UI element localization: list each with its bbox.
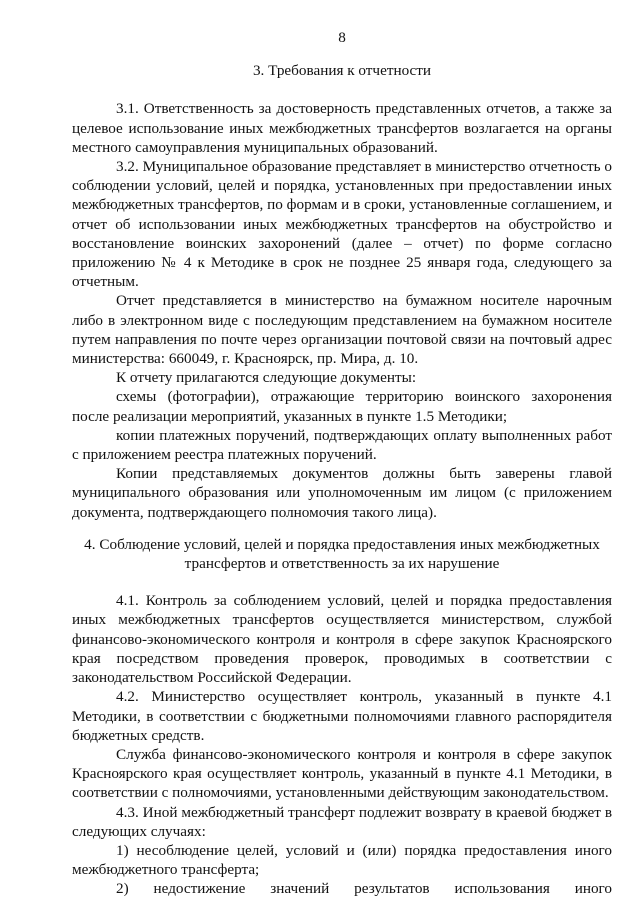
paragraph-4-1: 4.1. Контроль за соблюдением условий, целей и порядка предоставления иных межбюджетных трансфертов осуществляется министерством, службой финансово-экономического контроля и контроля в сфере закупок Красноярского края посредством проведения проверок, проводимых в соответствии с законодательством Российской Федерации. <box>72 592 612 687</box>
page-number: 8 <box>338 29 346 46</box>
paragraph-report-delivery: Отчет представляется в министерство на бумажном носителе нарочным либо в электронном виде с последующим представлением на бумажном носителе путем направления по почте через организации почтовой связи на почтовый адрес министерства: 660049, г. Красноярск, пр. Мира, д. 10. <box>72 292 612 368</box>
paragraph-certified-copies: Копии представляемых документов должны быть заверены главой муниципального образования или уполномоченным им лицом (с приложением документа, подтверждающего полномочия такого лица). <box>72 465 612 521</box>
paragraph-payment-copies: копии платежных поручений, подтверждающих оплату выполненных работ с приложением реестра платежных поручений. <box>72 426 612 464</box>
paragraph-3-2: 3.2. Муниципальное образование представляет в министерство отчетность о соблюдении условий, целей и порядка, установленных при предоставлении иных межбюджетных трансфертов, по формам и в сроки, установленные соглашением, и отчет об использовании иных межбюджетных трансфертов на обустройство и восстановление воинских захоронений (далее – отчет) по форме согласно приложению № 4 к Методике в срок не позднее 25 января года, следующего за отчетным. <box>72 158 612 291</box>
paragraph-4-3: 4.3. Иной межбюджетный трансферт подлежит возврату в краевой бюджет в следующих случаях: <box>72 803 612 840</box>
paragraph-4-3-item-1: 1) несоблюдение целей, условий и (или) порядка предоставления иного межбюджетного трансферта; <box>72 841 612 879</box>
paragraph-schemes: схемы (фотографии), отражающие территорию воинского захоронения после реализации мероприятий, указанных в пункте 1.5 Методики; <box>72 388 612 425</box>
section-4-heading-line1: 4. Соблюдение условий, целей и порядка предоставления иных межбюджетных <box>84 535 600 553</box>
paragraph-attached-docs: К отчету прилагаются следующие документы: <box>116 369 417 387</box>
paragraph-control-service: Служба финансово-экономического контроля и контроля в сфере закупок Красноярского края осуществляет контроль, указанный в пункте 4.1 Методики, в соответствии с полномочиями, установленными действующим законодательством. <box>72 745 612 802</box>
section-3-heading: 3. Требования к отчетности <box>252 62 432 80</box>
paragraph-3-1: 3.1. Ответственность за достоверность представленных отчетов, а также за целевое использование иных межбюджетных трансфертов возлагается на органы местного самоуправления муниципальных образований. <box>72 100 612 156</box>
section-4-heading-line2: трансфертов и ответственность за их нарушение <box>184 555 500 573</box>
paragraph-4-3-item-2: 2) недостижение значений результатов использования иного <box>116 880 612 898</box>
paragraph-4-2: 4.2. Министерство осуществляет контроль, указанный в пункте 4.1 Методики, в соответствии с бюджетными полномочиями главного распорядителя бюджетных средств. <box>72 688 612 744</box>
section-4-heading <box>72 535 612 573</box>
